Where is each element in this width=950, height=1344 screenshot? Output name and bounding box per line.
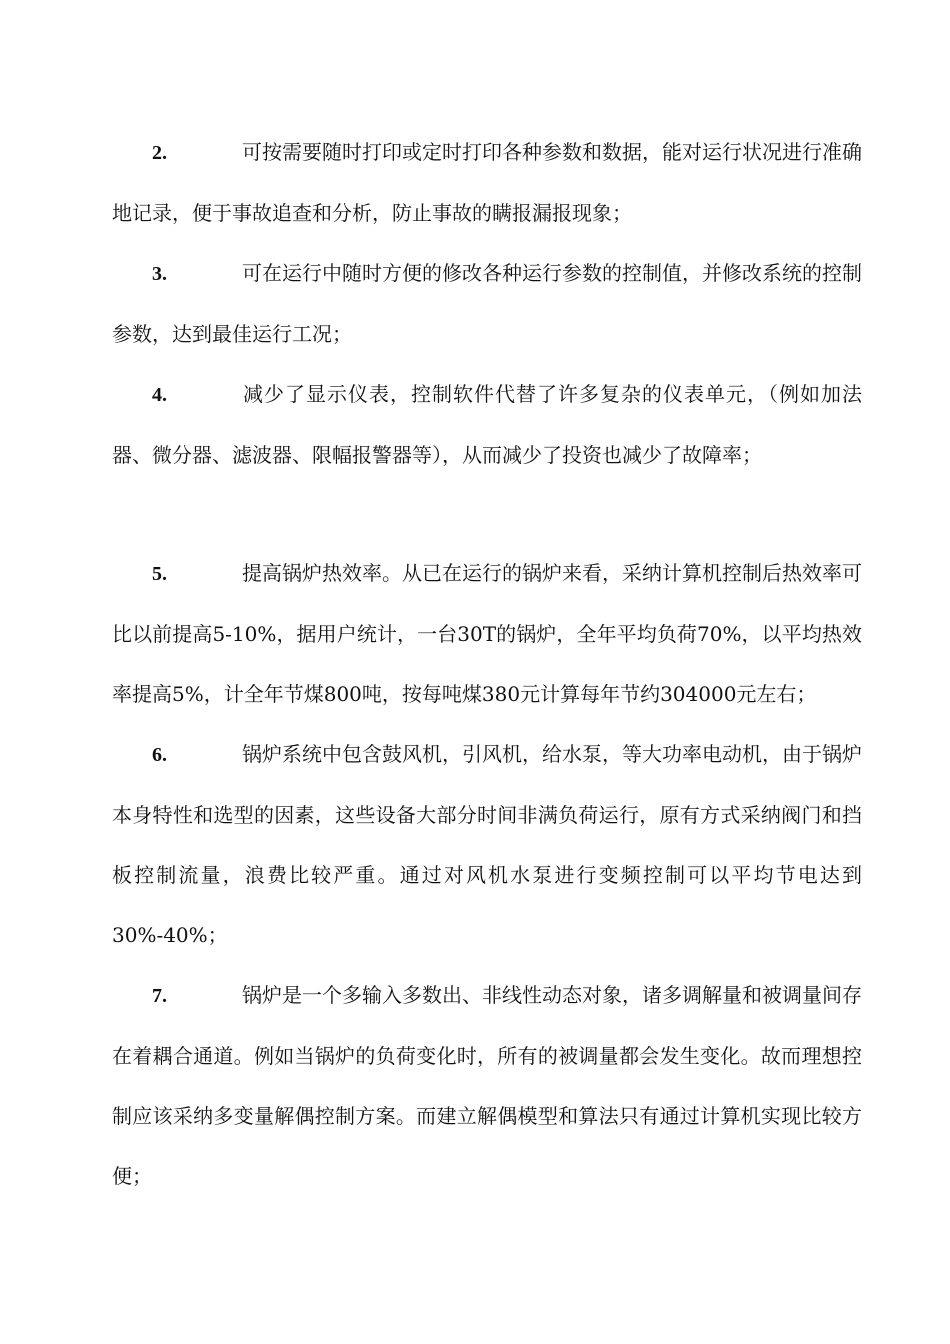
document-body (112, 122, 862, 1206)
paragraph-gap (112, 485, 862, 543)
item-text: 提高锅炉热效率。从已在运行的锅炉来看，采纳计算机控制后热效率可比以前提高5-10%，据用户统计，一台30T的锅炉，全年平均负荷70%，以平均热效率提高5%，计全年节煤800吨，按每吨煤380元计算每年节约304000元左右； (112, 561, 862, 706)
list-item-3 (112, 243, 862, 364)
item-text: 锅炉系统中包含鼓风机，引风机，给水泵，等大功率电动机，由于锅炉本身特性和选型的因素，这些设备大部分时间非满负荷运行，原有方式采纳阀门和挡板控制流量，浪费比较严重。通过对风机水泵进行变频控制可以平均节电达到30%-40%； (112, 742, 862, 947)
item-number: 7. (152, 985, 167, 1007)
item-text: 锅炉是一个多输入多数出、非线性动态对象，诸多调解量和被调量间存在着耦合通道。例如当锅炉的负荷变化时，所有的被调量都会发生变化。故而理想控制应该采纳多变量解偶控制方案。而建立解偶模型和算法只有通过计算机实现比较方便； (112, 983, 862, 1188)
item-number: 2. (152, 142, 167, 164)
item-text: 减少了显示仪表，控制软件代替了许多复杂的仪表单元，（例如加法器、微分器、滤波器、限幅报警器等），从而减少了投资也减少了故障率； (112, 382, 862, 467)
list-item-4 (112, 364, 862, 485)
list-item-2 (112, 122, 862, 243)
item-number: 5. (152, 563, 167, 585)
item-number: 4. (152, 384, 167, 406)
list-item-7 (112, 965, 862, 1206)
list-item-5 (112, 543, 862, 724)
list-item-6 (112, 724, 862, 965)
item-text: 可按需要随时打印或定时打印各种参数和数据，能对运行状况进行准确地记录，便于事故追查和分析，防止事故的瞒报漏报现象； (112, 140, 862, 225)
item-text: 可在运行中随时方便的修改各种运行参数的控制值，并修改系统的控制参数，达到最佳运行工况； (112, 261, 862, 346)
item-number: 6. (152, 744, 167, 766)
item-number: 3. (152, 263, 167, 285)
